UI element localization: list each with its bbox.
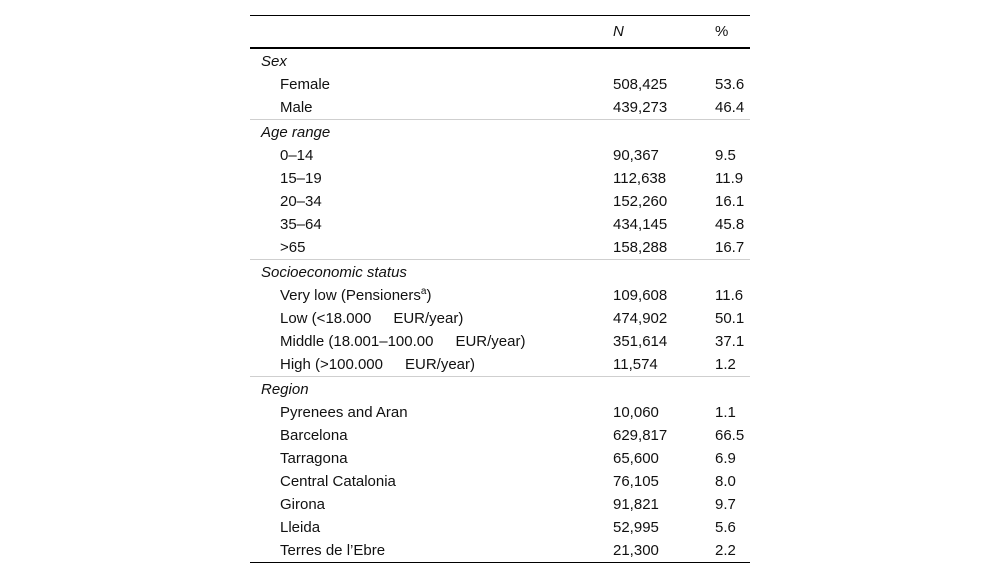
row-label: Pyrenees and Aran bbox=[280, 404, 408, 421]
group-title-socioeconomic-status: Socioeconomic status bbox=[250, 260, 750, 285]
row-n: 76,105 bbox=[613, 473, 659, 490]
table-row bbox=[250, 190, 750, 213]
row-percent: 6.9 bbox=[715, 450, 736, 467]
row-label bbox=[250, 307, 613, 330]
row-label-range: High (>100.000 bbox=[280, 356, 383, 373]
row-percent: 37.1 bbox=[715, 333, 745, 350]
row-label: Tarragona bbox=[280, 450, 348, 467]
group-sex bbox=[250, 48, 750, 120]
row-label: Male bbox=[280, 99, 313, 116]
row-label: Girona bbox=[280, 496, 326, 513]
row-label-unit: EUR/year) bbox=[405, 356, 476, 373]
header-percent-column: % bbox=[715, 23, 729, 40]
row-label: 0–14 bbox=[280, 147, 314, 164]
row-n: 52,995 bbox=[613, 519, 659, 536]
group-region bbox=[250, 377, 750, 563]
row-n: 65,600 bbox=[613, 450, 659, 467]
table-row bbox=[250, 144, 750, 167]
row-label: 15–19 bbox=[280, 170, 322, 187]
table-row bbox=[250, 236, 750, 260]
row-label-range: Middle (18.001–100.00 bbox=[280, 333, 434, 350]
table-header bbox=[250, 16, 750, 49]
group-title-region: Region bbox=[250, 377, 750, 402]
table-row bbox=[250, 167, 750, 190]
row-percent: 66.5 bbox=[715, 427, 745, 444]
row-percent: 11.6 bbox=[715, 287, 744, 304]
row-n: 439,273 bbox=[613, 99, 668, 116]
row-percent: 16.1 bbox=[715, 193, 745, 210]
header-row bbox=[250, 16, 750, 49]
row-label-unit: EUR/year) bbox=[455, 333, 526, 350]
footnote-marker: a bbox=[420, 286, 427, 297]
row-percent: 16.7 bbox=[715, 239, 745, 256]
header-n-column: N bbox=[613, 23, 624, 40]
row-label: Central Catalonia bbox=[280, 473, 396, 490]
table-row bbox=[250, 470, 750, 493]
row-percent: 46.4 bbox=[715, 99, 745, 116]
group-header-row bbox=[250, 377, 750, 402]
row-percent: 5.6 bbox=[715, 519, 736, 536]
row-label: Female bbox=[280, 76, 331, 93]
row-percent: 8.0 bbox=[715, 473, 736, 490]
row-n: 112,638 bbox=[613, 170, 667, 187]
table-row bbox=[250, 307, 750, 330]
row-label: 20–34 bbox=[280, 193, 322, 210]
row-label: Barcelona bbox=[280, 427, 348, 444]
table-row bbox=[250, 213, 750, 236]
header-label-column bbox=[250, 16, 613, 49]
row-percent: 11.9 bbox=[715, 170, 744, 187]
row-label bbox=[250, 330, 613, 353]
row-label-range: Low (<18.000 bbox=[280, 310, 372, 327]
row-percent: 2.2 bbox=[715, 542, 736, 559]
row-label: 35–64 bbox=[280, 216, 322, 233]
row-n: 11,574 bbox=[613, 356, 658, 373]
row-percent: 53.6 bbox=[715, 76, 745, 93]
table-row bbox=[250, 96, 750, 120]
row-n: 508,425 bbox=[613, 76, 668, 93]
group-title-age-range: Age range bbox=[250, 120, 750, 145]
row-label: >65 bbox=[280, 239, 306, 256]
table-row bbox=[250, 516, 750, 539]
row-label-suffix: ) bbox=[426, 287, 432, 304]
table-row bbox=[250, 353, 750, 377]
table-row bbox=[250, 401, 750, 424]
table-row bbox=[250, 539, 750, 563]
table-row bbox=[250, 447, 750, 470]
row-n: 21,300 bbox=[613, 542, 659, 559]
row-label bbox=[250, 284, 613, 307]
row-percent: 9.7 bbox=[715, 496, 736, 513]
row-label-unit: EUR/year) bbox=[393, 310, 464, 327]
demographics-table bbox=[250, 15, 750, 563]
table-row bbox=[250, 424, 750, 447]
row-n: 109,608 bbox=[613, 287, 668, 304]
row-n: 629,817 bbox=[613, 427, 668, 444]
row-percent: 1.1 bbox=[715, 404, 736, 421]
row-percent: 45.8 bbox=[715, 216, 745, 233]
row-n: 474,902 bbox=[613, 310, 668, 327]
row-n: 91,821 bbox=[613, 496, 659, 513]
row-n: 158,288 bbox=[613, 239, 668, 256]
group-title-sex: Sex bbox=[261, 52, 287, 70]
row-n: 434,145 bbox=[613, 216, 668, 233]
group-header-row bbox=[250, 260, 750, 285]
row-n: 152,260 bbox=[613, 193, 668, 210]
row-label-text: Very low (Pensioners bbox=[280, 287, 421, 304]
row-percent: 1.2 bbox=[715, 356, 736, 373]
row-label: Lleida bbox=[280, 519, 321, 536]
group-header-row bbox=[250, 48, 750, 73]
table-row bbox=[250, 284, 750, 307]
row-label: Terres de l’Ebre bbox=[280, 542, 386, 559]
demographics-table-container bbox=[250, 15, 750, 563]
table-row bbox=[250, 330, 750, 353]
row-n: 90,367 bbox=[613, 147, 659, 164]
row-n: 351,614 bbox=[613, 333, 668, 350]
row-percent: 50.1 bbox=[715, 310, 745, 327]
group-age-range bbox=[250, 120, 750, 260]
row-label bbox=[250, 353, 613, 377]
row-n: 10,060 bbox=[613, 404, 659, 421]
row-percent: 9.5 bbox=[715, 147, 736, 164]
table-row bbox=[250, 73, 750, 96]
group-header-row bbox=[250, 120, 750, 145]
group-socioeconomic-status bbox=[250, 260, 750, 377]
table-row bbox=[250, 493, 750, 516]
